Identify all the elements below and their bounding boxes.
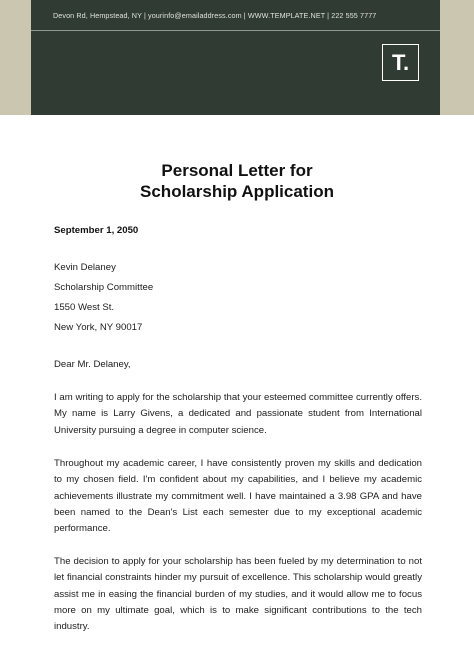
recipient-street: 1550 West St. <box>54 302 115 313</box>
body-paragraph-2: Throughout my academic career, I have consistently proven my skills and dedication to my chosen field. I'm confident about my capabilities, and I believe my academic achievements illustrate my commitment well. I have maintained a 3.98 GPA and have been named to the Dean's List each semester due to my exceptional academic performance. <box>54 458 422 535</box>
body-paragraph-3: The decision to apply for your scholarship has been fueled by my determination to not let financial constraints hinder my pursuit of excellence. This scholarship would greatly assist me in easing the financial burden of my studies, and it would allow me to focus more on my ultimate goal, which is to make significant contributions to the tech industry. <box>54 556 422 633</box>
title-line-1: Personal Letter for <box>161 161 313 180</box>
logo-icon: T. <box>382 44 419 81</box>
title-line-2: Scholarship Application <box>140 182 334 201</box>
recipient-org: Scholarship Committee <box>54 282 154 293</box>
contact-line: Devon Rd, Hempstead, NY | yourinfo@emailaddress.com | WWW.TEMPLATE.NET | 222 555 7777 <box>53 11 377 20</box>
header-panel <box>31 0 440 115</box>
recipient-city: New York, NY 90017 <box>54 322 143 333</box>
recipient-name: Kevin Delaney <box>54 262 116 273</box>
letter-date: September 1, 2050 <box>54 225 139 236</box>
header-divider <box>31 30 440 31</box>
body-paragraph-1: I am writing to apply for the scholarship that your esteemed committee currently offers. My name is Larry Givens, a dedicated and passionate student from International University pursuing a degree in computer science. <box>54 392 422 436</box>
salutation: Dear Mr. Delaney, <box>54 359 131 370</box>
letter-title <box>0 160 474 202</box>
